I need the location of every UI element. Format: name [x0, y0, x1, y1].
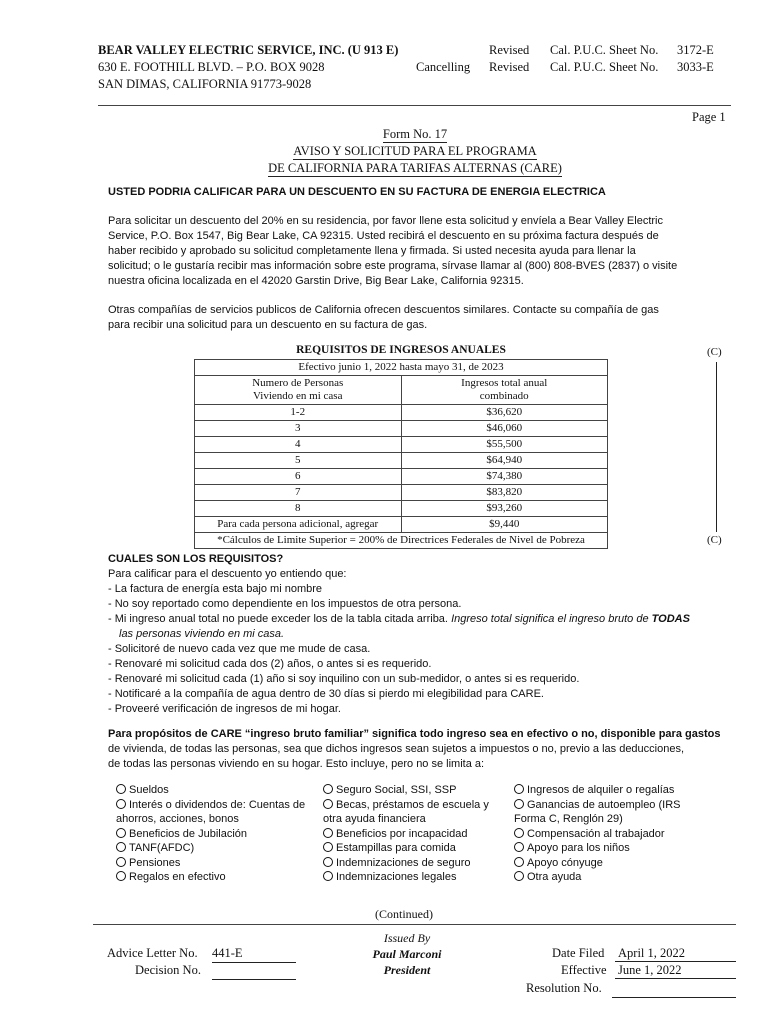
checkbox-circle-icon[interactable] [323, 842, 333, 852]
decision-value [212, 963, 296, 980]
form-title-line1: AVISO Y SOLICITUD PARA EL PROGRAMA [293, 144, 537, 158]
list-item: Becas, préstamos de escuela y [323, 798, 489, 813]
requirements-heading: CUALES SON LOS REQUISITOS? [108, 553, 284, 565]
list-item: - No soy reportado como dependiente en los impuestos de otra persona. [108, 598, 462, 610]
checkbox-circle-icon[interactable] [323, 784, 333, 794]
income-table-effective: Efectivo junio 1, 2022 hasta mayo 31, de 2023 [195, 360, 608, 376]
checkbox-circle-icon[interactable] [116, 871, 126, 881]
discount-headline: USTED PODRIA CALIFICAR PARA UN DESCUENTO EN SU FACTURA DE ENERGIA ELECTRICA [108, 186, 606, 198]
sheet-label-2: Cal. P.U.C. Sheet No. [550, 60, 659, 74]
list-item: Estampillas para comida [323, 841, 489, 856]
table-row: 4 $55,500 [195, 437, 608, 453]
change-mark-bottom: (C) [707, 534, 722, 546]
change-bar [716, 362, 717, 532]
income-table-footnote: *Cálculos de Limite Superior = 200% de Directrices Federales de Nivel de Pobreza [195, 533, 608, 549]
checkbox-circle-icon[interactable] [323, 871, 333, 881]
footer-divider [93, 924, 736, 925]
list-item: Sueldos [116, 783, 305, 798]
list-item: Beneficios por incapacidad [323, 827, 489, 842]
list-item: otra ayuda financiera [323, 813, 426, 825]
table-row: 7 $83,820 [195, 485, 608, 501]
list-item: - Renovaré mi solicitud cada dos (2) años, o antes si es requerido. [108, 658, 432, 670]
company-address-line1: 630 E. FOOTHILL BLVD. – P.O. BOX 9028 [98, 60, 325, 74]
list-item: Beneficios de Jubilación [116, 827, 305, 842]
form-number: Form No. 17 [382, 127, 448, 141]
income-types-column-2 [323, 783, 489, 885]
checkbox-circle-icon[interactable] [514, 857, 524, 867]
table-row: Para cada persona adicional, agregar $9,440 [195, 517, 608, 533]
decision-label: Decision No. [135, 963, 201, 977]
list-item: Forma C, Renglón 29) [514, 813, 623, 825]
persons-column-header: Numero de Personas Viviendo en mi casa [195, 376, 402, 405]
list-item: Ganancias de autoempleo (IRS [514, 798, 680, 813]
resolution-value [612, 981, 736, 998]
list-item: ahorros, acciones, bonos [116, 813, 239, 825]
header-divider [98, 105, 731, 106]
checkbox-circle-icon[interactable] [514, 828, 524, 838]
change-mark-top: (C) [707, 346, 722, 358]
list-item: Otra ayuda [514, 870, 680, 885]
issued-by-block: Issued By Paul Marconi President [372, 931, 442, 977]
advice-letter-value: 441-E [212, 946, 296, 963]
income-types-column-1 [116, 783, 305, 885]
list-item: Compensación al trabajador [514, 827, 680, 842]
income-requirements-table [194, 359, 608, 549]
date-filed-label: Date Filed [552, 946, 605, 960]
table-row: 3 $46,060 [195, 421, 608, 437]
list-item: Apoyo para los niños [514, 841, 680, 856]
list-item: Indemnizaciones de seguro [323, 856, 489, 871]
other-utilities-paragraph: Otras compañías de servicios publicos de California ofrecen descuentos similares. Contacte su compañía de gas para recibir una solicitud para un descuento en su factura de gas. [108, 304, 659, 331]
date-filed-value: April 1, 2022 [615, 946, 736, 962]
table-row: 8 $93,260 [195, 501, 608, 517]
checkbox-circle-icon[interactable] [116, 857, 126, 867]
effective-value: June 1, 2022 [615, 963, 736, 979]
company-name: BEAR VALLEY ELECTRIC SERVICE, INC. (U 913 E) [98, 43, 399, 57]
list-item: Apoyo cónyuge [514, 856, 680, 871]
list-item: Interés o dividendos de: Cuentas de [116, 798, 305, 813]
list-item: TANF(AFDC) [116, 841, 305, 856]
list-item: Indemnizaciones legales [323, 870, 489, 885]
list-item: Ingresos de alquiler o regalías [514, 783, 680, 798]
revised-label-1: Revised [489, 43, 530, 57]
income-types-column-3 [514, 783, 680, 885]
list-item: - Mi ingreso anual total no puede exceder los de la tabla citada arriba. Ingreso total significa el ingreso bruto de TODAS [108, 613, 690, 625]
page-number: Page 1 [692, 110, 726, 124]
list-item: Pensiones [116, 856, 305, 871]
form-title-line2: DE CALIFORNIA PARA TARIFAS ALTERNAS (CARE) [268, 161, 562, 175]
list-item: Seguro Social, SSI, SSP [323, 783, 489, 798]
income-column-header: Ingresos total anual combinado [401, 376, 608, 405]
checkbox-circle-icon[interactable] [323, 828, 333, 838]
list-item: - Notificaré a la compañía de agua dentro de 30 días si pierdo mi elegibilidad para CARE. [108, 688, 544, 700]
intro-paragraph: Para solicitar un descuento del 20% en su residencia, por favor llene esta solicitud y envíela a Bear Valley Electric Service, P.O. Box 1547, Big Bear Lake, CA 92315. Usted recibirá el descuento en su próxima factura después de haber recibido y aprobado su solicitud completamente llena y firmada. Si usted necesita ayuda para llenar la solicitud; o le gustaría recibir mas información sobre este programa, sírvase llamar al (800) 808-BVES (2837) o visite nuestra oficina localizada en el 42020 Garstin Drive, Big Bear Lake, California 92315. [108, 215, 678, 287]
company-address-line2: SAN DIMAS, CALIFORNIA 91773-9028 [98, 77, 312, 91]
revised-label-2: Revised [489, 60, 530, 74]
checkbox-circle-icon[interactable] [514, 842, 524, 852]
list-item: - La factura de energía esta bajo mi nombre [108, 583, 323, 595]
list-item: Regalos en efectivo [116, 870, 305, 885]
sheet-number-2: 3033-E [677, 60, 714, 74]
sheet-label-1: Cal. P.U.C. Sheet No. [550, 43, 659, 57]
list-item: - Solicitoré de nuevo cada vez que me mude de casa. [108, 643, 371, 655]
table-row: 1-2 $36,620 [195, 405, 608, 421]
gross-income-definition: Para propósitos de CARE “ingreso bruto familiar” significa todo ingreso sea en efectivo o no, disponible para gastos de vivienda, de todas las personas, sea que dichos ingresos sean sujetos a impuestos o no, previo a las deducciones, de todas las personas viviendo en su hogar. Esto incluye, pero no se limita a: [108, 728, 721, 770]
resolution-label: Resolution No. [526, 981, 602, 995]
checkbox-circle-icon[interactable] [514, 871, 524, 881]
checkbox-circle-icon[interactable] [116, 828, 126, 838]
checkbox-circle-icon[interactable] [116, 799, 126, 809]
requirements-list: Para calificar para el descuento yo entiendo que: - La factura de energía esta bajo mi nombre - No soy reportado como dependiente en los impuestos de otra persona. - Mi ingreso anual total no puede exceder los de la tabla citada arriba. Ingreso total significa el ingreso bruto de TODAS las personas viviendo en mi casa. - Solicitoré de nuevo cada vez que me mude de casa. - Renovaré mi solicitud cada dos (2) años, o antes si es requerido. - Renovaré mi solicitud cada (1) año si soy inquilino con un sub-medidor, o antes si es requerido. - Notificaré a la compañía de agua dentro de 30 días si pierdo mi elegibilidad para CARE. - Proveeré verificación de ingresos de mi hogar. [108, 568, 690, 715]
checkbox-circle-icon[interactable] [116, 842, 126, 852]
list-item: - Renovaré mi solicitud cada (1) año si soy inquilino con un sub-medidor, o antes si es requerido. [108, 673, 580, 685]
checkbox-circle-icon[interactable] [323, 857, 333, 867]
checkbox-circle-icon[interactable] [116, 784, 126, 794]
cancelling-label: Cancelling [416, 60, 471, 74]
list-item: las personas viviendo en mi casa. [119, 628, 285, 640]
sheet-number-1: 3172-E [677, 43, 714, 57]
checkbox-circle-icon[interactable] [514, 799, 524, 809]
checkbox-circle-icon[interactable] [514, 784, 524, 794]
table-row: 6 $74,380 [195, 469, 608, 485]
list-item: - Proveeré verificación de ingresos de mi hogar. [108, 703, 341, 715]
income-table-title: REQUISITOS DE INGRESOS ANUALES [296, 344, 506, 356]
advice-letter-label: Advice Letter No. [107, 946, 198, 960]
continued-label: (Continued) [375, 907, 433, 921]
effective-label: Effective [561, 963, 607, 977]
checkbox-circle-icon[interactable] [323, 799, 333, 809]
table-row: 5 $64,940 [195, 453, 608, 469]
